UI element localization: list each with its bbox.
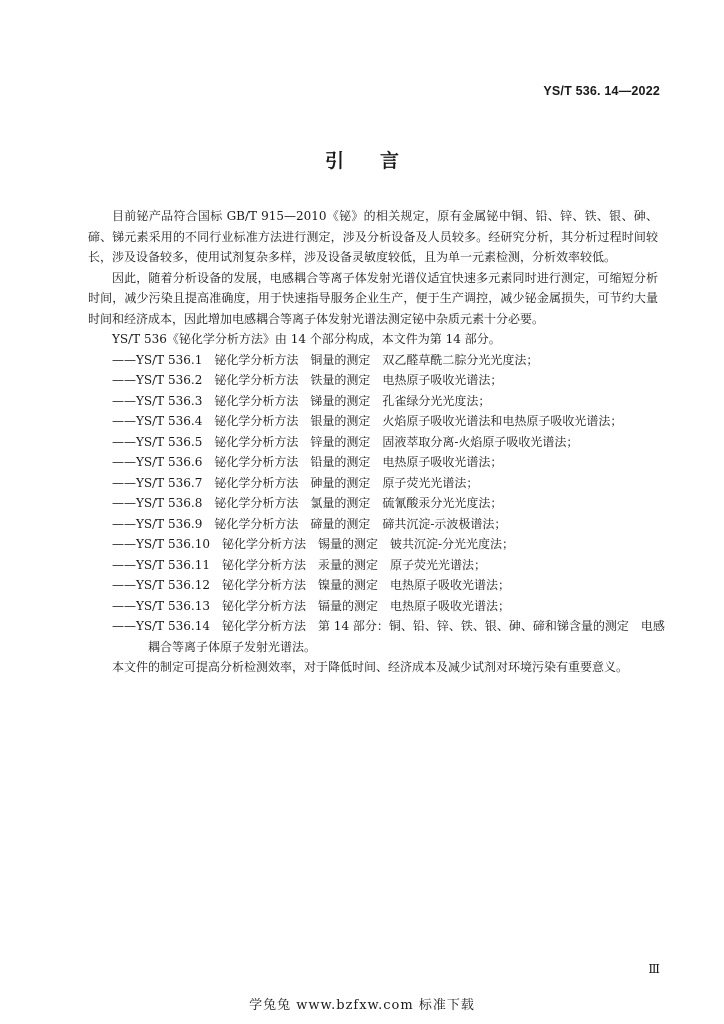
footer-watermark: 学兔兔 www.bzfxw.com 标准下载 [249,998,475,1013]
list-item: ——YS/T 536.2 铋化学分析方法 铁量的测定 电热原子吸收光谱法； [112,373,503,387]
document-body [88,206,665,678]
closing-paragraph: 本文件的制定可提高分析检测效率，对于降低时间、经济成本及减少试剂对环境污染有重要意义。 [112,660,629,674]
list-item: ——YS/T 536.9 铋化学分析方法 碲量的测定 碲共沉淀-示波极谱法； [112,516,507,531]
last-part-line1: ——YS/T 536.14 铋化学分析方法 第 14 部分：铜、铅、锌、铁、银、砷、碲和锑含量的测定 电感 [112,619,665,633]
list-item: ——YS/T 536.4 铋化学分析方法 银量的测定 火焰原子吸收光谱法和电热原子吸收光谱法； [112,414,623,428]
page-number: Ⅲ [648,962,660,976]
paragraph-background: 目前铋产品符合国标 GB/T 915—2010《铋》的相关规定，原有金属铋中铜、铅、锌、铁、银、砷、碲、锑元素采用的不同行业标准方法进行测定，涉及分析设备及人员较多。经研究分析，其分析过程时间较长，涉及设备较多，使用试剂复杂多样，涉及设备灵敏度较低，且为单一元素检测，分析效率较低。 [88,209,658,264]
page-title: 引言 [324,150,435,172]
list-item: ——YS/T 536.11 铋化学分析方法 汞量的测定 原子荧光光谱法； [112,557,486,572]
list-item: ——YS/T 536.3 铋化学分析方法 锑量的测定 孔雀绿分光光度法； [112,393,491,408]
list-item: ——YS/T 536.8 铋化学分析方法 氯量的测定 硫氰酸汞分光光度法； [112,496,503,510]
list-item: ——YS/T 536.10 铋化学分析方法 锡量的测定 铍共沉淀-分光光度法； [112,537,515,551]
list-item: ——YS/T 536.6 铋化学分析方法 铅量的测定 电热原子吸收光谱法； [112,455,503,469]
list-item: ——YS/T 536.13 铋化学分析方法 镉量的测定 电热原子吸收光谱法； [112,598,510,613]
parts-list [88,350,665,658]
standard-code: YS/T 536. 14—2022 [543,84,660,98]
paragraph-rationale: 因此，随着分析设备的发展，电感耦合等离子体发射光谱仪适宜快速多元素同时进行测定，可缩短分析时间，减少污染且提高准确度，用于快速指导服务企业生产，便于生产调控，减少铋金属损失，可节约大量时间和经济成本，因此增加电感耦合等离子体发射光谱法测定铋中杂质元素十分必要。 [88,270,658,326]
list-item: ——YS/T 536.7 铋化学分析方法 砷量的测定 原子荧光光谱法； [112,475,479,490]
list-item: ——YS/T 536.12 铋化学分析方法 镍量的测定 电热原子吸收光谱法； [112,578,510,592]
parts-intro: YS/T 536《铋化学分析方法》由 14 个部分构成，本文件为第 14 部分。 [112,332,501,346]
list-item: ——YS/T 536.5 铋化学分析方法 锌量的测定 固液萃取分离-火焰原子吸收光谱法； [112,434,579,449]
list-item-last [88,616,665,657]
last-part-line2: 耦合等离子体原子发射光谱法。 [148,639,317,654]
list-item: ——YS/T 536.1 铋化学分析方法 铜量的测定 双乙醛草酰二腙分光光度法； [112,352,539,367]
